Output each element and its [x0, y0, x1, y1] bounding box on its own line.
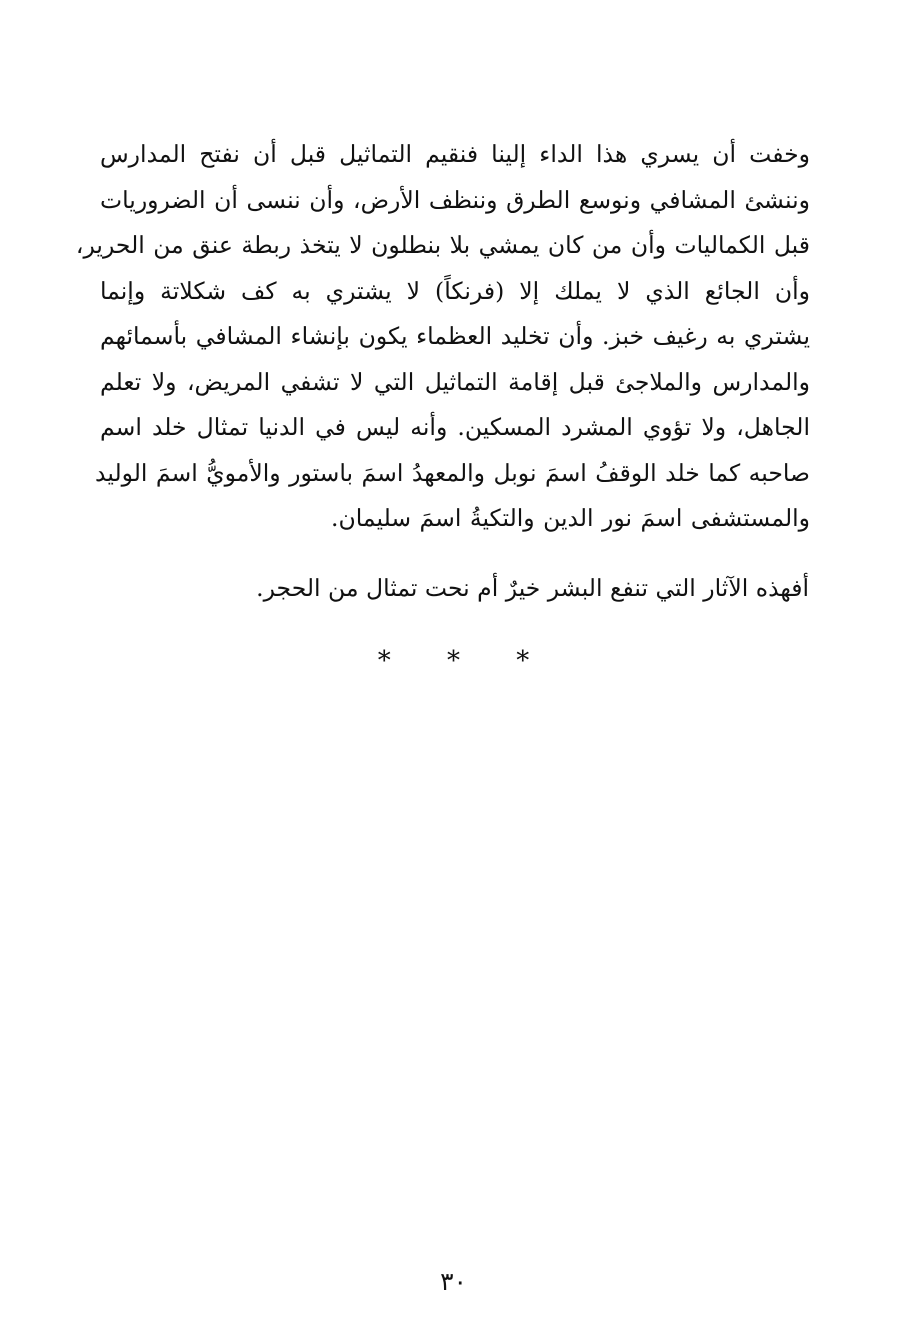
paragraph-line-3: قبل الكماليات وأن من كان يمشي بلا بنطلون لا يتخذ ربطة عنق من الحرير، [75, 231, 810, 259]
paragraph-line-4: وأن الجائع الذي لا يملك إلا (فرنكاً) لا يشتري به كف شكلاتة وإنما [100, 276, 810, 305]
paragraph-line-1: وخفت أن يسري هذا الداء إلينا فنقيم التماثيل قبل أن نفتح المدارس [100, 140, 810, 168]
paragraph-line-2: وننشئ المشافي ونوسع الطرق وننظف الأرض، وأن ننسى أن الضروريات [100, 185, 810, 214]
page-number: ٣٠ [440, 1267, 467, 1296]
paragraph-line-7: الجاهل، ولا تؤوي المشرد المسكين. وأنه ليس في الدنيا تمثال خلد اسم [100, 413, 810, 441]
paragraph-line-5: يشتري به رغيف خبز. وأن تخليد العظماء يكون بإنشاء المشافي بأسمائهم [100, 322, 810, 350]
body-paragraph [75, 132, 810, 542]
closing-question: أفهذه الآثار التي تنفع البشر خيرٌ أم نحت تمثال من الحجر. [256, 574, 809, 602]
section-separator: * * * [377, 646, 554, 676]
paragraph-line-8: صاحبه كما خلد الوقفُ اسمَ نوبل والمعهدُ اسمَ باستور والأمويُّ اسمَ الوليد [95, 458, 810, 487]
paragraph-line-9: والمستشفى اسمَ نور الدين والتكيةُ اسمَ سليمان. [331, 504, 810, 532]
paragraph-line-6: والمدارس والملاجئ قبل إقامة التماثيل التي لا تشفي المريض، ولا تعلم [100, 367, 810, 396]
